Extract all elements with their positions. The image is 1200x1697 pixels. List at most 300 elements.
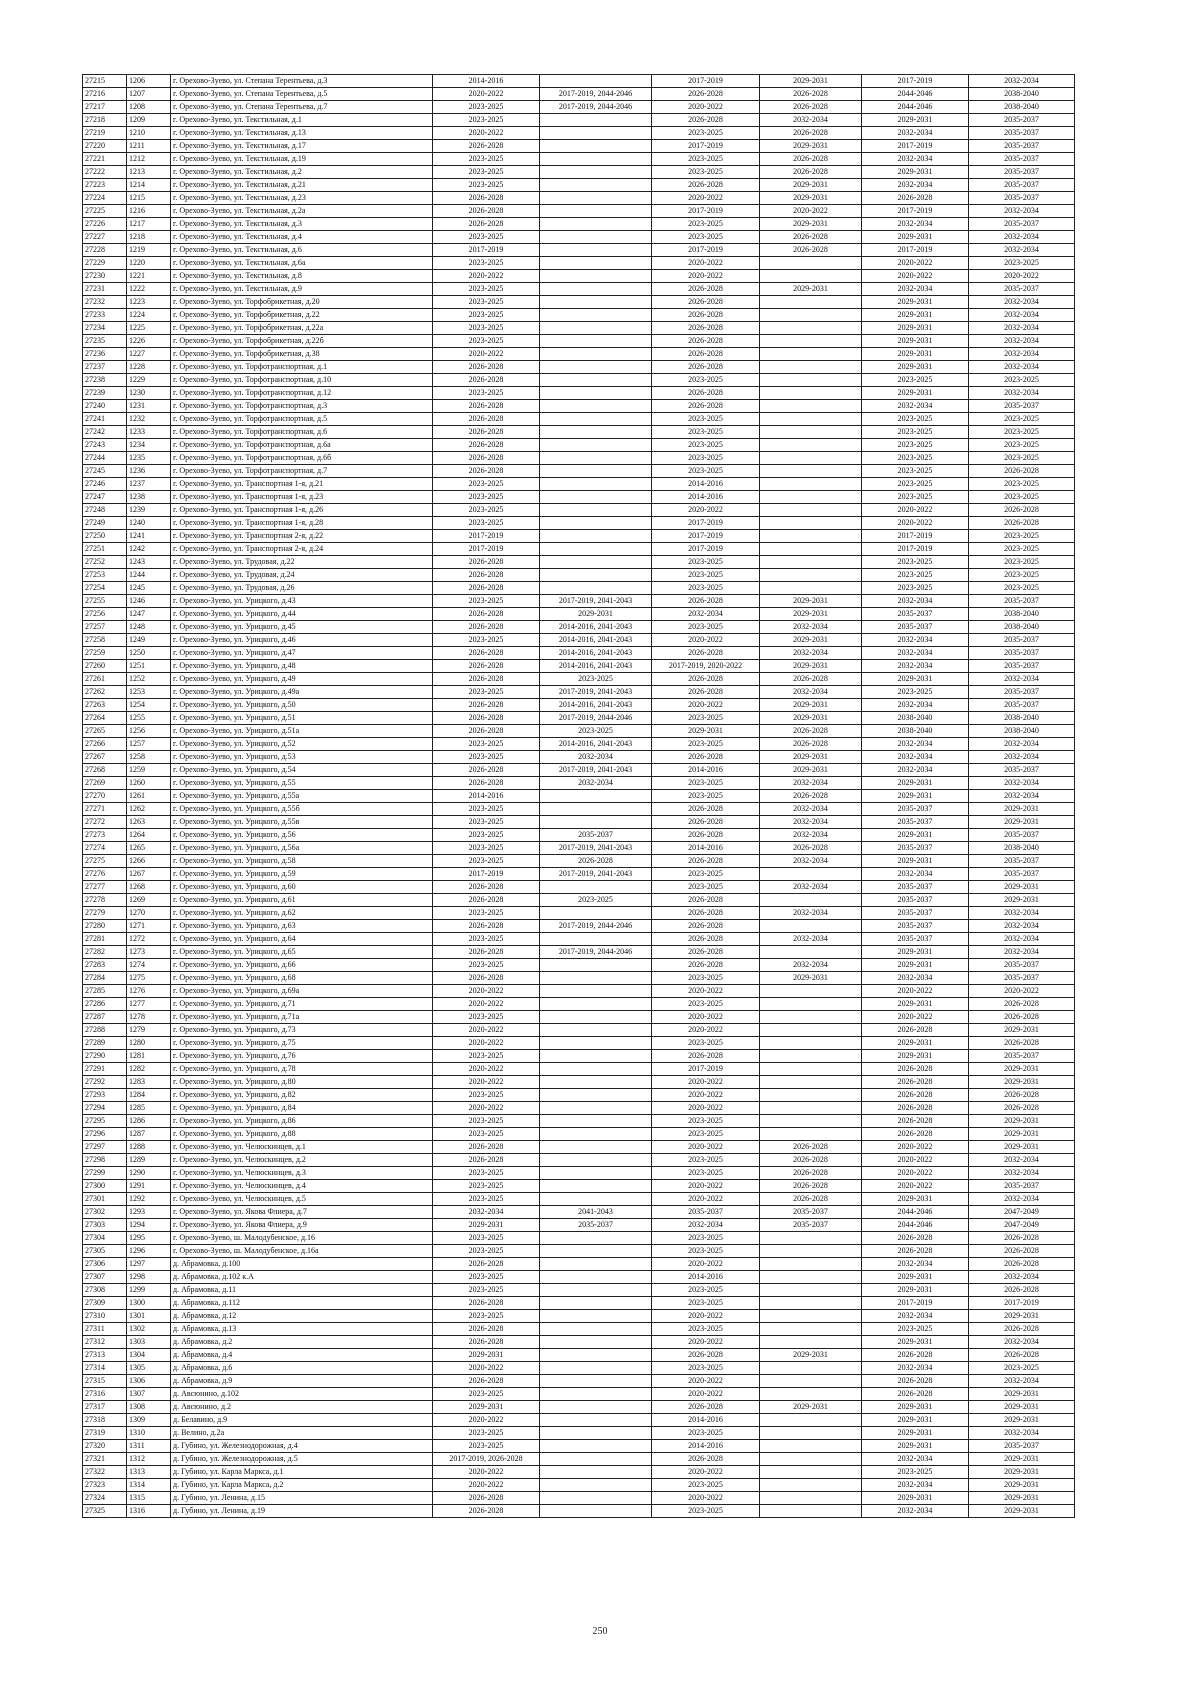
cell-period-4: 2029-2031: [760, 1401, 862, 1414]
cell-period-1: 2023-2025: [433, 504, 540, 517]
cell-row-number: 27257: [83, 621, 127, 634]
cell-period-3: 2020-2022: [652, 1388, 760, 1401]
cell-period-5: 2029-2031: [862, 296, 969, 309]
cell-period-1: 2026-2028: [433, 660, 540, 673]
cell-item-number: 1277: [127, 998, 171, 1011]
cell-period-6: 2035-2037: [969, 153, 1075, 166]
cell-period-5: 2017-2019: [862, 1297, 969, 1310]
cell-period-3: 2014-2016: [652, 842, 760, 855]
cell-address: г. Орехово-Зуево, ул. Урицкого, д.78: [171, 1063, 433, 1076]
cell-period-6: 2035-2037: [969, 1180, 1075, 1193]
table-row: [83, 621, 1075, 634]
cell-period-3: 2026-2028: [652, 907, 760, 920]
cell-period-5: 2044-2046: [862, 88, 969, 101]
cell-item-number: 1273: [127, 946, 171, 959]
cell-period-4: 2032-2034: [760, 816, 862, 829]
cell-period-4: [760, 1258, 862, 1271]
cell-item-number: 1245: [127, 582, 171, 595]
cell-period-5: 2044-2046: [862, 101, 969, 114]
cell-period-6: 2029-2031: [969, 1505, 1075, 1518]
cell-item-number: 1316: [127, 1505, 171, 1518]
cell-period-4: 2032-2034: [760, 959, 862, 972]
cell-period-3: 2020-2022: [652, 1076, 760, 1089]
cell-period-1: 2017-2019: [433, 868, 540, 881]
cell-period-2: [540, 439, 652, 452]
cell-period-1: 2020-2022: [433, 1024, 540, 1037]
cell-row-number: 27233: [83, 309, 127, 322]
table-row: [83, 491, 1075, 504]
table-row: [83, 1310, 1075, 1323]
cell-item-number: 1231: [127, 400, 171, 413]
cell-period-1: 2023-2025: [433, 751, 540, 764]
cell-row-number: 27282: [83, 946, 127, 959]
cell-row-number: 27295: [83, 1115, 127, 1128]
cell-period-6: 2023-2025: [969, 556, 1075, 569]
cell-period-5: 2032-2034: [862, 179, 969, 192]
cell-period-3: 2026-2028: [652, 1349, 760, 1362]
table-row: [83, 1206, 1075, 1219]
table-row: [83, 348, 1075, 361]
table-row: [83, 842, 1075, 855]
cell-period-2: [540, 361, 652, 374]
cell-address: г. Орехово-Зуево, ул. Урицкого, д.71а: [171, 1011, 433, 1024]
cell-item-number: 1209: [127, 114, 171, 127]
cell-period-1: 2023-2025: [433, 296, 540, 309]
cell-item-number: 1302: [127, 1323, 171, 1336]
cell-period-4: [760, 1336, 862, 1349]
cell-period-1: 2026-2028: [433, 1336, 540, 1349]
cell-period-6: 2038-2040: [969, 712, 1075, 725]
cell-period-2: [540, 1492, 652, 1505]
cell-period-6: 2026-2028: [969, 1245, 1075, 1258]
cell-period-4: [760, 1102, 862, 1115]
cell-address: г. Орехово-Зуево, ул. Транспортная 1-я, д.21: [171, 478, 433, 491]
table-row: [83, 777, 1075, 790]
cell-period-4: 2032-2034: [760, 647, 862, 660]
cell-period-6: 2026-2028: [969, 1102, 1075, 1115]
cell-period-3: 2026-2028: [652, 673, 760, 686]
cell-period-6: 2023-2025: [969, 530, 1075, 543]
table-row: [83, 1115, 1075, 1128]
cell-period-5: 2032-2034: [862, 153, 969, 166]
table-row: [83, 387, 1075, 400]
cell-period-5: 2029-2031: [862, 309, 969, 322]
cell-item-number: 1232: [127, 413, 171, 426]
table-row: [83, 1362, 1075, 1375]
cell-period-4: 2026-2028: [760, 1141, 862, 1154]
cell-period-1: 2023-2025: [433, 855, 540, 868]
cell-period-4: [760, 413, 862, 426]
cell-address: д. Губино, ул. Ленина, д.15: [171, 1492, 433, 1505]
cell-period-6: 2029-2031: [969, 1128, 1075, 1141]
cell-item-number: 1282: [127, 1063, 171, 1076]
cell-item-number: 1265: [127, 842, 171, 855]
cell-row-number: 27281: [83, 933, 127, 946]
cell-period-4: [760, 361, 862, 374]
table-row: [83, 582, 1075, 595]
cell-period-5: 2029-2031: [862, 1193, 969, 1206]
cell-address: г. Орехово-Зуево, ул. Урицкого, д.53: [171, 751, 433, 764]
table-row: [83, 426, 1075, 439]
cell-period-4: [760, 894, 862, 907]
cell-period-1: 2023-2025: [433, 101, 540, 114]
cell-period-3: 2026-2028: [652, 647, 760, 660]
cell-period-1: 2023-2025: [433, 309, 540, 322]
cell-period-2: [540, 1284, 652, 1297]
cell-period-1: 2020-2022: [433, 1076, 540, 1089]
cell-period-3: 2020-2022: [652, 1258, 760, 1271]
cell-period-2: [540, 322, 652, 335]
cell-address: г. Орехово-Зуево, ул. Торфотранспортная, д.5: [171, 413, 433, 426]
cell-period-2: [540, 1375, 652, 1388]
cell-period-2: [540, 1154, 652, 1167]
cell-period-5: 2029-2031: [862, 790, 969, 803]
cell-period-6: 2029-2031: [969, 1141, 1075, 1154]
cell-row-number: 27246: [83, 478, 127, 491]
cell-period-5: 2017-2019: [862, 75, 969, 88]
cell-row-number: 27250: [83, 530, 127, 543]
cell-period-2: [540, 1167, 652, 1180]
table-row: [83, 1466, 1075, 1479]
cell-period-1: 2026-2028: [433, 582, 540, 595]
table-row: [83, 881, 1075, 894]
cell-period-1: 2023-2025: [433, 322, 540, 335]
cell-period-4: 2026-2028: [760, 244, 862, 257]
cell-period-6: 2032-2034: [969, 946, 1075, 959]
cell-period-3: 2020-2022: [652, 1466, 760, 1479]
cell-row-number: 27306: [83, 1258, 127, 1271]
cell-period-5: 2023-2025: [862, 426, 969, 439]
cell-period-2: [540, 907, 652, 920]
cell-row-number: 27217: [83, 101, 127, 114]
cell-period-1: 2017-2019: [433, 543, 540, 556]
cell-item-number: 1294: [127, 1219, 171, 1232]
cell-period-1: 2026-2028: [433, 712, 540, 725]
cell-item-number: 1234: [127, 439, 171, 452]
cell-period-2: [540, 231, 652, 244]
cell-item-number: 1224: [127, 309, 171, 322]
cell-period-2: [540, 790, 652, 803]
cell-period-2: 2032-2034: [540, 751, 652, 764]
cell-row-number: 27249: [83, 517, 127, 530]
cell-period-3: 2023-2025: [652, 1245, 760, 1258]
cell-period-2: [540, 491, 652, 504]
cell-address: г. Орехово-Зуево, ул. Торфобрикетная, д.38: [171, 348, 433, 361]
cell-item-number: 1271: [127, 920, 171, 933]
cell-address: г. Орехово-Зуево, ул. Торфотранспортная, д.6а: [171, 439, 433, 452]
cell-period-2: [540, 1414, 652, 1427]
cell-row-number: 27265: [83, 725, 127, 738]
table-row: [83, 88, 1075, 101]
cell-period-3: 2020-2022: [652, 1089, 760, 1102]
cell-item-number: 1210: [127, 127, 171, 140]
cell-period-6: 2035-2037: [969, 660, 1075, 673]
cell-address: г. Орехово-Зуево, ул. Урицкого, д.54: [171, 764, 433, 777]
cell-row-number: 27325: [83, 1505, 127, 1518]
cell-period-4: 2029-2031: [760, 283, 862, 296]
cell-period-5: 2023-2025: [862, 439, 969, 452]
cell-period-4: 2029-2031: [760, 660, 862, 673]
cell-item-number: 1314: [127, 1479, 171, 1492]
table-row: [83, 647, 1075, 660]
cell-period-1: 2026-2028: [433, 764, 540, 777]
cell-row-number: 27322: [83, 1466, 127, 1479]
cell-period-6: 2035-2037: [969, 868, 1075, 881]
cell-period-4: [760, 1089, 862, 1102]
cell-period-2: [540, 218, 652, 231]
cell-period-6: 2023-2025: [969, 1362, 1075, 1375]
cell-row-number: 27224: [83, 192, 127, 205]
cell-address: д. Губино, ул. Ленина, д.19: [171, 1505, 433, 1518]
cell-period-2: [540, 140, 652, 153]
cell-period-2: [540, 283, 652, 296]
cell-period-2: [540, 985, 652, 998]
cell-period-5: 2023-2025: [862, 1466, 969, 1479]
cell-period-4: [760, 1388, 862, 1401]
cell-row-number: 27216: [83, 88, 127, 101]
cell-period-2: [540, 387, 652, 400]
cell-period-6: 2038-2040: [969, 101, 1075, 114]
cell-address: г. Орехово-Зуево, ул. Торфотранспортная, д.10: [171, 374, 433, 387]
table-row: [83, 218, 1075, 231]
table-row: [83, 634, 1075, 647]
cell-period-5: 2029-2031: [862, 1427, 969, 1440]
cell-item-number: 1279: [127, 1024, 171, 1037]
cell-period-6: 2038-2040: [969, 88, 1075, 101]
cell-row-number: 27225: [83, 205, 127, 218]
table-row: [83, 400, 1075, 413]
cell-period-5: 2032-2034: [862, 400, 969, 413]
cell-row-number: 27324: [83, 1492, 127, 1505]
cell-period-1: 2026-2028: [433, 1323, 540, 1336]
cell-row-number: 27304: [83, 1232, 127, 1245]
cell-period-6: 2035-2037: [969, 1050, 1075, 1063]
cell-row-number: 27242: [83, 426, 127, 439]
cell-period-5: 2032-2034: [862, 127, 969, 140]
cell-period-2: [540, 1089, 652, 1102]
cell-period-1: 2023-2025: [433, 738, 540, 751]
cell-period-6: 2029-2031: [969, 1492, 1075, 1505]
cell-address: г. Орехово-Зуево, ул. Урицкого, д.62: [171, 907, 433, 920]
cell-address: г. Орехово-Зуево, ул. Торфотранспортная, д.12: [171, 387, 433, 400]
cell-period-4: [760, 465, 862, 478]
cell-period-5: 2032-2034: [862, 647, 969, 660]
cell-period-6: 2023-2025: [969, 374, 1075, 387]
cell-period-6: 2023-2025: [969, 452, 1075, 465]
cell-period-4: [760, 582, 862, 595]
cell-address: г. Орехово-Зуево, ул. Торфотранспортная, д.1: [171, 361, 433, 374]
cell-row-number: 27245: [83, 465, 127, 478]
cell-item-number: 1236: [127, 465, 171, 478]
cell-row-number: 27248: [83, 504, 127, 517]
cell-address: г. Орехово-Зуево, ул. Челюскинцев, д.5: [171, 1193, 433, 1206]
cell-row-number: 27226: [83, 218, 127, 231]
cell-period-4: [760, 530, 862, 543]
cell-period-1: 2023-2025: [433, 829, 540, 842]
cell-address: г. Орехово-Зуево, ул. Урицкого, д.43: [171, 595, 433, 608]
cell-item-number: 1212: [127, 153, 171, 166]
cell-period-1: 2026-2028: [433, 1141, 540, 1154]
cell-period-3: 2020-2022: [652, 504, 760, 517]
cell-period-3: 2020-2022: [652, 1141, 760, 1154]
cell-address: г. Орехово-Зуево, ул. Текстильная, д.2а: [171, 205, 433, 218]
cell-period-5: 2017-2019: [862, 205, 969, 218]
cell-address: г. Орехово-Зуево, ул. Урицкого, д.56а: [171, 842, 433, 855]
cell-period-6: 2035-2037: [969, 114, 1075, 127]
cell-period-1: 2026-2028: [433, 192, 540, 205]
cell-period-6: 2026-2028: [969, 1258, 1075, 1271]
cell-period-4: 2032-2034: [760, 881, 862, 894]
cell-period-5: 2035-2037: [862, 842, 969, 855]
cell-row-number: 27305: [83, 1245, 127, 1258]
cell-item-number: 1208: [127, 101, 171, 114]
cell-period-5: 2023-2025: [862, 465, 969, 478]
cell-row-number: 27302: [83, 1206, 127, 1219]
cell-row-number: 27303: [83, 1219, 127, 1232]
cell-period-5: 2020-2022: [862, 985, 969, 998]
cell-period-2: [540, 192, 652, 205]
cell-period-4: [760, 1440, 862, 1453]
cell-period-1: 2026-2028: [433, 608, 540, 621]
cell-period-4: 2026-2028: [760, 101, 862, 114]
cell-period-3: 2023-2025: [652, 1479, 760, 1492]
cell-item-number: 1207: [127, 88, 171, 101]
table-row: [83, 257, 1075, 270]
table-row: [83, 1232, 1075, 1245]
cell-period-6: 2020-2022: [969, 270, 1075, 283]
cell-period-6: 2026-2028: [969, 1323, 1075, 1336]
cell-period-5: 2023-2025: [862, 686, 969, 699]
cell-item-number: 1286: [127, 1115, 171, 1128]
cell-item-number: 1293: [127, 1206, 171, 1219]
cell-item-number: 1307: [127, 1388, 171, 1401]
cell-period-4: [760, 1466, 862, 1479]
table-row: [83, 1245, 1075, 1258]
cell-period-1: 2026-2028: [433, 439, 540, 452]
cell-period-3: 2026-2028: [652, 959, 760, 972]
cell-period-3: 2017-2019: [652, 205, 760, 218]
cell-period-4: 2029-2031: [760, 972, 862, 985]
cell-item-number: 1298: [127, 1271, 171, 1284]
cell-period-1: 2026-2028: [433, 920, 540, 933]
cell-row-number: 27261: [83, 673, 127, 686]
cell-item-number: 1226: [127, 335, 171, 348]
cell-period-6: 2035-2037: [969, 972, 1075, 985]
cell-row-number: 27310: [83, 1310, 127, 1323]
cell-period-3: 2023-2025: [652, 712, 760, 725]
cell-period-3: 2026-2028: [652, 283, 760, 296]
cell-period-6: 2017-2019: [969, 1297, 1075, 1310]
cell-period-5: 2035-2037: [862, 816, 969, 829]
cell-period-6: 2029-2031: [969, 1076, 1075, 1089]
cell-period-5: 2026-2028: [862, 192, 969, 205]
cell-row-number: 27274: [83, 842, 127, 855]
cell-address: д. Абрамовка, д.102 к.А: [171, 1271, 433, 1284]
cell-period-3: 2023-2025: [652, 166, 760, 179]
cell-period-2: 2023-2025: [540, 894, 652, 907]
cell-address: г. Орехово-Зуево, ул. Транспортная 1-я, д.26: [171, 504, 433, 517]
cell-period-1: 2023-2025: [433, 959, 540, 972]
cell-period-4: 2026-2028: [760, 1167, 862, 1180]
cell-row-number: 27276: [83, 868, 127, 881]
cell-address: г. Орехово-Зуево, ул. Урицкого, д.59: [171, 868, 433, 881]
cell-row-number: 27227: [83, 231, 127, 244]
cell-period-5: 2029-2031: [862, 998, 969, 1011]
cell-row-number: 27252: [83, 556, 127, 569]
table-row: [83, 1271, 1075, 1284]
cell-period-2: [540, 1440, 652, 1453]
cell-row-number: 27254: [83, 582, 127, 595]
table-row: [83, 816, 1075, 829]
cell-row-number: 27260: [83, 660, 127, 673]
cell-row-number: 27317: [83, 1401, 127, 1414]
cell-address: г. Орехово-Зуево, ул. Урицкого, д.49: [171, 673, 433, 686]
cell-period-5: 2032-2034: [862, 699, 969, 712]
cell-row-number: 27271: [83, 803, 127, 816]
cell-period-6: 2029-2031: [969, 1024, 1075, 1037]
cell-row-number: 27275: [83, 855, 127, 868]
cell-period-5: 2029-2031: [862, 348, 969, 361]
cell-period-2: [540, 1193, 652, 1206]
cell-period-2: [540, 504, 652, 517]
cell-period-6: 2035-2037: [969, 283, 1075, 296]
cell-period-1: 2020-2022: [433, 88, 540, 101]
cell-address: г. Орехово-Зуево, ул. Урицкого, д.60: [171, 881, 433, 894]
cell-period-5: 2032-2034: [862, 1362, 969, 1375]
cell-address: д. Белавино, д.9: [171, 1414, 433, 1427]
cell-address: г. Орехово-Зуево, ул. Урицкого, д.76: [171, 1050, 433, 1063]
cell-period-5: 2029-2031: [862, 335, 969, 348]
table-row: [83, 166, 1075, 179]
cell-period-2: [540, 1505, 652, 1518]
cell-period-5: 2032-2034: [862, 1310, 969, 1323]
table-row: [83, 1050, 1075, 1063]
cell-address: г. Орехово-Зуево, ул. Урицкого, д.48: [171, 660, 433, 673]
table-row: [83, 712, 1075, 725]
cell-item-number: 1305: [127, 1362, 171, 1375]
table-row: [83, 517, 1075, 530]
cell-period-1: 2017-2019: [433, 244, 540, 257]
cell-period-5: 2029-2031: [862, 1440, 969, 1453]
cell-item-number: 1218: [127, 231, 171, 244]
cell-period-6: 2026-2028: [969, 998, 1075, 1011]
cell-period-1: 2014-2016: [433, 790, 540, 803]
cell-address: г. Орехово-Зуево, ул. Урицкого, д.88: [171, 1128, 433, 1141]
cell-item-number: 1258: [127, 751, 171, 764]
cell-period-3: 2014-2016: [652, 491, 760, 504]
cell-period-4: 2026-2028: [760, 738, 862, 751]
cell-period-5: 2023-2025: [862, 1323, 969, 1336]
table-row: [83, 205, 1075, 218]
cell-period-1: 2026-2028: [433, 946, 540, 959]
table-row: [83, 153, 1075, 166]
cell-period-2: [540, 803, 652, 816]
cell-address: д. Абрамовка, д.100: [171, 1258, 433, 1271]
cell-item-number: 1272: [127, 933, 171, 946]
cell-period-4: [760, 491, 862, 504]
cell-address: г. Орехово-Зуево, ул. Текстильная, д.19: [171, 153, 433, 166]
cell-row-number: 27259: [83, 647, 127, 660]
cell-period-2: [540, 1141, 652, 1154]
cell-period-4: [760, 1232, 862, 1245]
cell-item-number: 1252: [127, 673, 171, 686]
cell-item-number: 1276: [127, 985, 171, 998]
cell-address: г. Орехово-Зуево, ул. Текстильная, д.9: [171, 283, 433, 296]
cell-period-4: 2032-2034: [760, 686, 862, 699]
table-row: [83, 1427, 1075, 1440]
cell-item-number: 1303: [127, 1336, 171, 1349]
cell-period-3: 2026-2028: [652, 296, 760, 309]
